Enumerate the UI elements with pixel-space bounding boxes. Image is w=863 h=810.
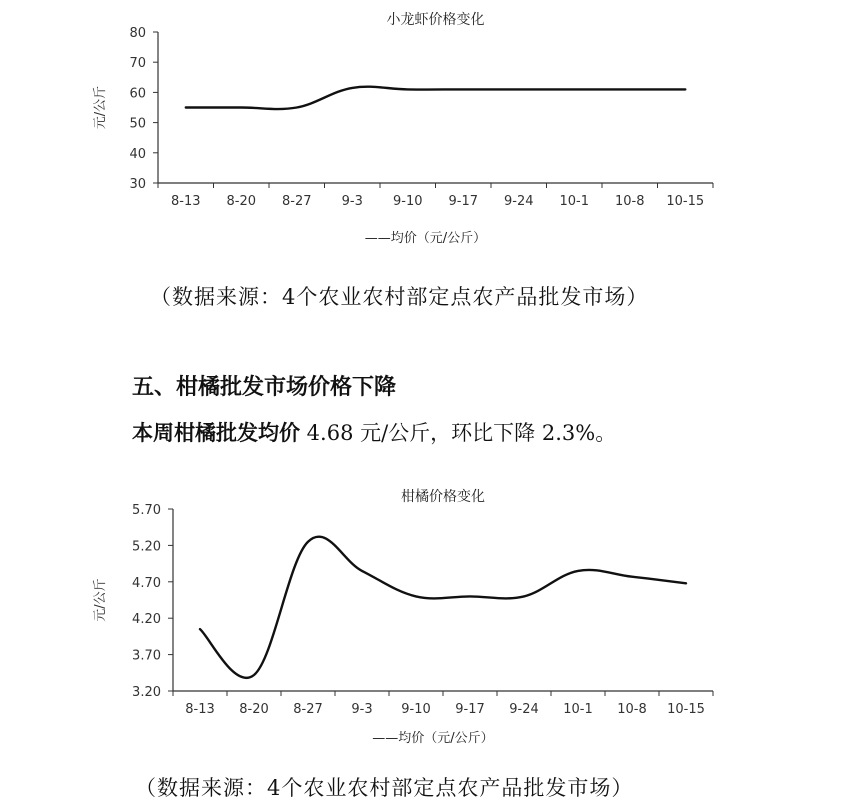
y-tick-label: 40 — [129, 146, 146, 162]
x-tick-label: 9-24 — [503, 194, 534, 209]
x-tick-label: 8-13 — [170, 194, 201, 209]
x-tick-label: 9-17 — [455, 702, 485, 717]
crayfish-price-chart — [0, 0, 863, 260]
summary-lead: 本周柑橘批发均价 — [132, 421, 300, 445]
section-heading: 五、柑橘批发市场价格下降 — [132, 375, 397, 400]
x-tick-label: 10-1 — [563, 702, 593, 717]
x-tick-label: 8-20 — [226, 194, 257, 209]
series-line — [186, 87, 686, 109]
weekly-summary — [132, 417, 616, 447]
x-tick-label: 9-10 — [392, 194, 423, 209]
series-line — [200, 537, 686, 678]
y-tick-label: 4.20 — [132, 612, 161, 628]
x-tick-label: 8-20 — [239, 702, 269, 717]
citrus-price-chart — [0, 480, 863, 760]
y-tick-label: 5.20 — [132, 539, 161, 555]
y-tick-label: 50 — [129, 116, 146, 132]
x-tick-label: 10-1 — [559, 194, 590, 209]
x-tick-label: 10-8 — [617, 702, 647, 717]
y-tick-label: 30 — [129, 177, 146, 192]
summary-detail: 4.68 元/公斤，环比下降 2.3%。 — [300, 421, 617, 445]
legend-entry: ——均价（元/公斤） — [364, 231, 487, 246]
x-tick-label: 9-10 — [401, 702, 431, 717]
y-tick-label: 4.70 — [132, 575, 161, 591]
x-tick-label: 8-27 — [293, 702, 323, 717]
x-tick-label: 8-27 — [281, 194, 312, 209]
x-tick-label: 9-17 — [448, 194, 479, 209]
x-tick-label: 10-15 — [666, 194, 705, 209]
legend-entry: ——均价（元/公斤） — [372, 731, 494, 746]
x-tick-label: 10-15 — [667, 702, 705, 717]
data-source-note-2: （数据来源：4个农业农村部定点农产品批发市场） — [135, 776, 634, 800]
y-tick-label: 80 — [129, 26, 146, 41]
x-tick-label: 10-8 — [614, 194, 645, 209]
y-axis-label: 元/公斤 — [93, 85, 108, 130]
x-tick-label: 9-3 — [351, 702, 373, 717]
x-tick-label: 9-24 — [509, 702, 539, 717]
chart-title: 柑橘价格变化 — [401, 489, 485, 505]
chart-title: 小龙虾价格变化 — [386, 12, 485, 28]
y-tick-label: 60 — [129, 86, 146, 102]
y-tick-label: 3.20 — [132, 685, 161, 700]
y-axis-label: 元/公斤 — [93, 578, 108, 622]
y-tick-label: 70 — [129, 56, 146, 72]
data-source-note: （数据来源：4个农业农村部定点农产品批发市场） — [150, 285, 649, 309]
y-tick-label: 5.70 — [132, 503, 161, 518]
x-tick-label: 9-3 — [341, 194, 363, 209]
x-tick-label: 8-13 — [185, 702, 215, 717]
y-tick-label: 3.70 — [132, 648, 161, 664]
